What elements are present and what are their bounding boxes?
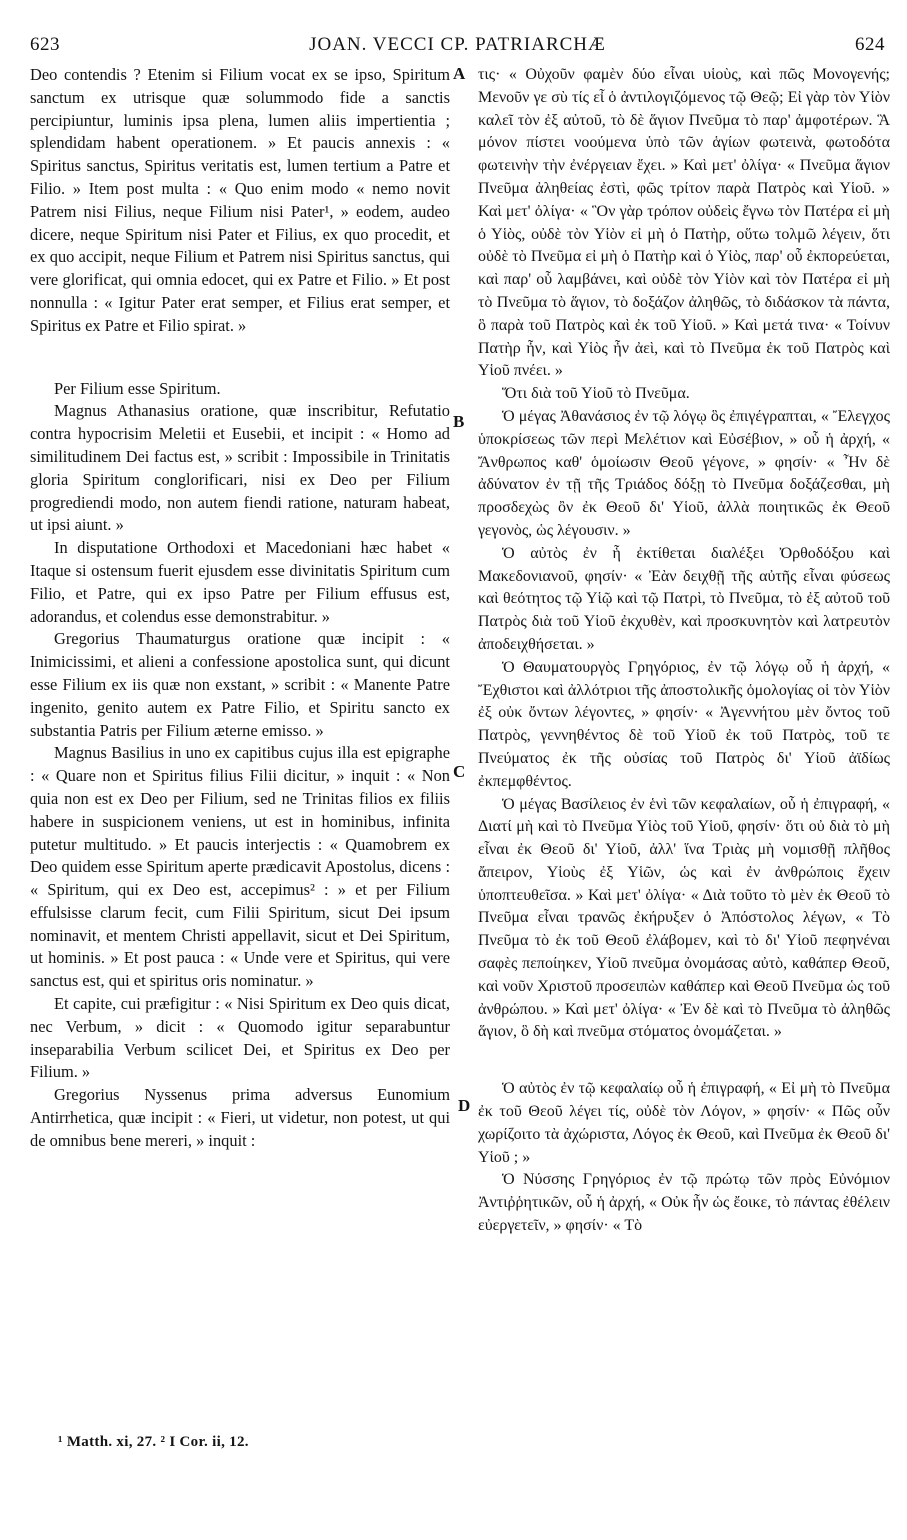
greek-section-heading: Ὅτι διὰ τοῦ Υἱοῦ τὸ Πνεῦμα. xyxy=(502,385,690,403)
latin-paragraph: Gregorius Thaumaturgus oratione quæ incipit : « Inimicissimi, et alieni a confessione apostolica sunt, qui dicunt esse Filium ex iis quæ non exstant, » scribit : « Manente Patre ingenito, genito autem ex Patre Filio, et Spiritu sancto ex substantia Patris per Filium æterne emisso. » xyxy=(30,629,450,740)
greek-paragraph: Ὁ Θαυματουργὸς Γρηγόριος, ἐν τῷ λόγῳ οὗ ἡ ἀρχή, « Ἔχθιστοι καὶ ἀλλότριοι τῆς ἀποστολικῆς ὁμολογίας οἱ τὸν Υἱὸν ἐξ οὐκ ὄντων λέγοντες, » φησίν· « Ἀγεννήτου μὲν ὄντος τοῦ Πατρὸς, γεννηθέντος δὲ τοῦ Υἱοῦ ἐκ τοῦ Πατρὸς, τοῦ τε Πνεύματος ἐκ τῆς οὐσίας τοῦ Πατρὸς δι' Υἱοῦ ἀϊδίως ἐκπεμφθέντος. xyxy=(478,658,890,790)
margin-letter-a: A xyxy=(453,64,466,83)
latin-paragraph: Deo contendis ? Etenim si Filium vocat ex se ipso, Spiritum sanctum ex utrisque quæ solummodo fide a sanctis percipiuntur, luminis ipsa plena, lumen aliis impertientia ; splendidam habent operationem. » Et paucis annexis : « Spiritus sanctus, Spiritus veritatis est, lumen tertium a Patre et Filio. » Item post multa : « Quo enim modo « nemo novit Patrem nisi Filius, neque Filium nisi Pater¹, » eodem, audeo dicere, neque Spiritum nisi Pater et Filius, ex quo procedit, et ex quo accipit, neque Filium et Patrem nisi Spiritus sanctus, qui vere glorificat, qui omnia edocet, qui ex Patre et Filio. » Et post nonnulla : « Igitur Pater erat semper, et Filius erat semper, et Spiritus ex Patre et Filio spirat. » xyxy=(30,65,450,335)
greek-paragraph: Ὁ αὐτὸς ἐν ἧ ἐκτίθεται διαλέξει Ὀρθοδόξου καὶ Μακεδονιανοῦ, φησίν· « Ἐὰν δειχθῇ τῆς αὐτῆς εἶναι φύσεως καὶ θεότητος τῷ Υἱῷ καὶ τῷ Πατρὶ, τὸ Πνεῦμα, τὸ ἐξ αὐτοῦ τοῦ Πατρὸς διὰ τοῦ Υἱοῦ ἐκχυθὲν, καὶ προσκυνητὸν καὶ λατρευτὸν ἀποδειχθήσεται. » xyxy=(478,544,890,653)
latin-column xyxy=(30,64,450,1153)
greek-column xyxy=(478,64,890,1238)
greek-paragraph: τις· « Οὐχοῦν φαμὲν δύο εἶναι υἱοὺς, καὶ πῶς Μονογενής; Μενοῦν γε σὺ τίς εἶ ὁ ἀντιλογιζόμενος τῷ Θεῷ; Εἰ γὰρ τὸν Υἱὸν καλεῖ τὸν ἐξ αὐτοῦ, τὸ δὲ ἅγιον Πνεῦμα τὸ παρ' ἀμφοτέρων. Ἃ μόνον πίστει νοούμενα ὑπὸ τῶν ἁγίων φωτεινὰ, φωτοδότα φωτεινὴν τὴν ἐνέργειαν ἔχει. » Καὶ μετ' ὀλίγα· « Πνεῦμα ἅγιον Πνεῦμα ἀληθείας ἐστὶ, φῶς τρίτον παρὰ Πατρὸς καὶ Υἱοῦ. » Καὶ μετ' ὀλίγα· « Ὃν γὰρ τρόπον οὐδεὶς ἔγνω τὸν Πατέρα εἰ μὴ ὁ Υἱὸς, οὐδὲ τὸν Υἱὸν εἰ μὴ ὁ Πατὴρ, οὕτω τολμῶ λέγειν, ὅτι οὐδὲ τὸ Πνεῦμα εἰ μὴ ὁ Πατὴρ καὶ ὁ Υἱὸς, παρ' οὗ ἐκπορεύεται, καὶ παρ' οὗ λαμβάνει, καὶ οὐδὲ τὸν Υἱὸν καὶ τὸν Πατέρα εἰ μὴ τὸ Πνεῦμα τὸ ἅγιον, τὸ δοξάζον ἀληθῶς, τὸ διδάσκον τὰ πάντα, ὃ παρὰ τοῦ Πατρὸς καὶ ἐκ τοῦ Υἱοῦ. » Καὶ μετά τινα· « Τοίνυν Πατὴρ ἦν, καὶ Υἱὸς ἦν ἀεὶ, καὶ τὸ Πνεῦμα ἐκ τοῦ Πατρὸς καὶ Υἱοῦ πνέει. » xyxy=(478,66,890,380)
latin-section-heading: Per Filium esse Spiritum. xyxy=(54,378,221,398)
latin-paragraph: Et capite, cui præfigitur : « Nisi Spiritum ex Deo quis dicat, nec Verbum, » dicit : « Quomodo igitur separabuntur inseparabilia Verbum scilicet Dei, et Spiritus ex Deo per Filium. » xyxy=(30,994,450,1082)
greek-paragraph: Ὁ μέγας Ἀθανάσιος ἐν τῷ λόγῳ ὃς ἐπιγέγραπται, « Ἔλεγχος ὑποκρίσεως τῶν περὶ Μελέτιον καὶ Εὐσέβιον, » οὗ ἡ ἀρχή, « Ἄνθρωπος καθ' ὁμοίωσιν Θεοῦ γέγονε, » φησίν· « Ἦν δὲ ἀδύνατον ἐν τῇ τῆς Τριάδος δόξῃ τὸ Πνεῦμα δοξάζεσθαι, μὴ προσδεχὼς ὂν ἐκ Θεοῦ δι' Υἱοῦ, ἀλλὰ ποιητικῶς ἐκ Θεοῦ γεγονὸς, ὡς λέγουσιν. » xyxy=(478,407,890,539)
running-title: JOAN. VECCI CP. PATRIARCHÆ xyxy=(309,34,606,55)
latin-paragraph: Magnus Athanasius oratione, quæ inscribitur, Refutatio contra hypocrisim Meletii et Eusebii, et incipit : « Homo ad similitudinem Dei factus est, » scribit : Impossibile in Trinitatis gloria Spiritum conglorificari, nisi ex Deo per Filium progrediendi modo, non autem fiendi ratione, naturam habeat, ut ipsi aiunt. » xyxy=(30,401,450,535)
footnotes: ¹ Matth. xi, 27. ² I Cor. ii, 12. xyxy=(58,1434,249,1450)
running-header xyxy=(30,34,885,56)
margin-letter-b: B xyxy=(453,412,465,431)
greek-paragraph: Ὁ μέγας Βασίλειος ἐν ἑνὶ τῶν κεφαλαίων, οὗ ἡ ἐπιγραφή, « Διατί μὴ καὶ τὸ Πνεῦμα Υἱὸς τοῦ Υἱοῦ, φησίν· ὅτι οὐ διὰ τὸ μὴ εἶναι ἐκ Θεοῦ δι' Υἱοῦ, ἀλλ' ἵνα Τριὰς μὴ νομισθῇ πλῆθος ἄπειρον, Υἱοὺς ἐξ Υἱῶν, ὡς καὶ ἐν ἀνθρώποις ἔχειν ὑποπτευθεῖσα. » Καὶ μετ' ὀλίγα· « Διὰ τοῦτο τὸ μὲν ἐκ Θεοῦ τὸ Πνεῦμα εἶναι τρανῶς ἐκήρυξεν ὁ Ἀπόστολος λέγων, « Τὸ Πνεῦμα τὸ ἐκ τοῦ Θεοῦ ἐλάβομεν, καὶ τὸ δι' Υἱοῦ πεφηνέναι σαφὲς πεποίηκεν, Υἱοῦ πνεῦμα ὀνομάσας αὐτὸ, καθάπερ Θεοῦ, καὶ νοῦν Χριστοῦ προσειπὼν καθάπερ καὶ Θεοῦ Πνεῦμα ὡς τοῦ ἀνθρώπου. » Καὶ μετ' ὀλίγα· « Ἐν δὲ καὶ τὸ Πνεῦμα τὸ ἀληθῶς ἅγιον, ὃ δὴ καὶ πνεῦμα στόματος ὀνομάζεται. » xyxy=(478,795,890,1041)
latin-paragraph: In disputatione Orthodoxi et Macedoniani hæc habet « Itaque si ostensum fuerit ejusdem esse divinitatis Spiritum cum Filio, et Patre, qui ex ipso Patre per Filium effusus est, adorandus, et colendus esse demonstrabitur. » xyxy=(30,538,450,626)
greek-paragraph: Ὁ αὐτὸς ἐν τῷ κεφαλαίῳ οὗ ἡ ἐπιγραφή, « Εἰ μὴ τὸ Πνεῦμα ἐκ τοῦ Θεοῦ λέγει τίς, οὐδὲ τὸν Λόγον, » φησίν· « Πῶς οὖν χωρίζοιτο τὰ ἀχώριστα, Λόγος ἐκ Θεοῦ, καὶ Πνεῦμα ἐκ Θεοῦ δι' Υἱοῦ ; » xyxy=(478,1080,890,1166)
page-number-left: 623 xyxy=(30,34,60,55)
margin-letter-d: D xyxy=(458,1096,471,1115)
latin-paragraph: Gregorius Nyssenus prima adversus Eunomium Antirrhetica, quæ incipit : « Fieri, ut videtur, non potest, ut qui de omnibus bene mereri, » inquit : xyxy=(30,1085,450,1150)
page-number-right: 624 xyxy=(855,34,885,55)
latin-paragraph: Magnus Basilius in uno ex capitibus cujus illa est epigraphe : « Quare non et Spiritus filius Filii dicitur, » inquit : « Non quia non est ex Deo per Filium, sed ne Trinitas filios ex filiis habere in suspicionem veniens, ut est in hominibus, infinita putetur multitudo. » Et paucis interjectis : « Quamobrem ex Deo quidem esse Spiritum aperte prædicavit Apostolus, dicens : « Spiritum, qui ex Deo est, accepimus² : » et per Filium effulsisse clarum fecit, cum Filii Spiritum, sicut Dei ipsum nominavit, et mentem Christi appellavit, sicut et Dei Spiritum, ut hominis. » Et post pauca : « Unde vere et Spiritus, qui vere sanctus est, qui et spiritus oris nominatur. » xyxy=(30,743,450,991)
greek-paragraph: Ὁ Νύσσης Γρηγόριος ἐν τῷ πρώτῳ τῶν πρὸς Εὐνόμιον Ἀντιῤῥητικῶν, οὗ ἡ ἀρχή, « Οὐκ ἦν ὡς ἔοικε, τὸ πάντας ἐθέλειν εὐεργετεῖν, » φησίν· « Τὸ xyxy=(478,1171,890,1235)
margin-letter-c: C xyxy=(453,762,466,781)
